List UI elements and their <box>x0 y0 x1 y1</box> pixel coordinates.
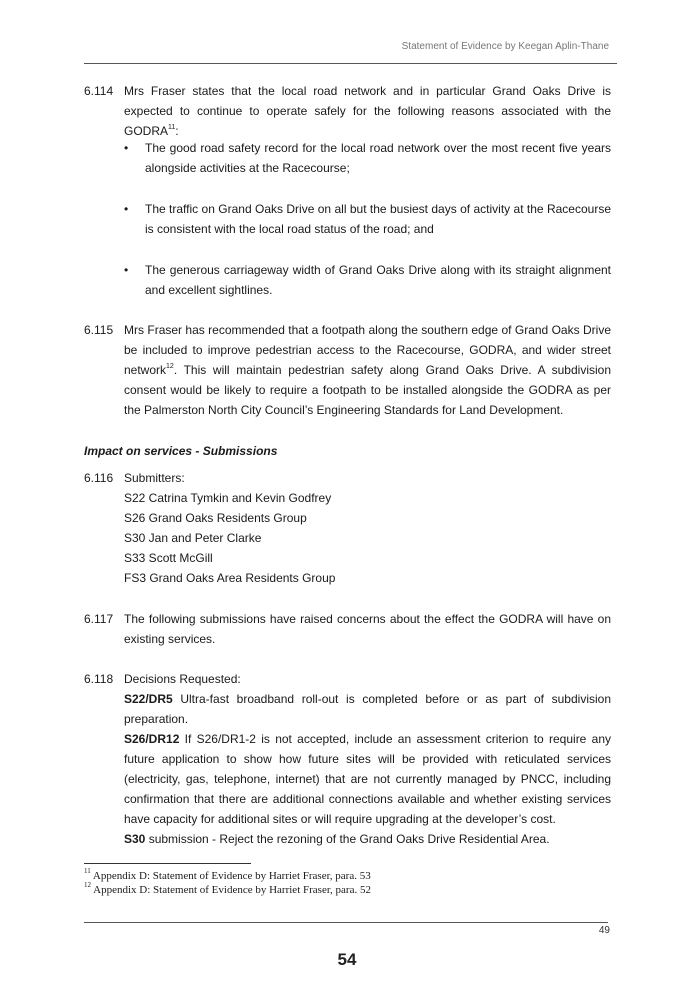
paragraph-6-117 <box>84 609 611 649</box>
paragraph-body: The following submissions have raised concerns about the effect the GODRA will have on existing services. <box>124 612 611 646</box>
submitter-item: S22 Catrina Tymkin and Kevin Godfrey <box>124 491 332 505</box>
paragraph-number: 6.116 <box>84 471 114 485</box>
footnote-11: $^{11}$ Appendix D: Statement of Evidence by Harriet Fraser, para. 53 <box>84 867 371 882</box>
paragraph-6-118 <box>84 669 611 849</box>
paragraph-body: Mrs Fraser states that the local road network and in particular Grand Oaks Drive is expected to continue to operate safely for the following reasons associated with the GODRA$^{11}$: <box>124 84 611 138</box>
paragraph-number: 6.115 <box>84 323 114 337</box>
bundle-page-stamp: 54 <box>337 950 357 969</box>
bullet-item: • The good road safety record for the local road network over the most recent five years alongside activities at the Racecourse; <box>124 138 611 178</box>
page-header <box>84 38 617 64</box>
decisions-label: Decisions Requested: <box>124 672 241 686</box>
paragraph-body <box>124 669 611 849</box>
submitter-item: S26 Grand Oaks Residents Group <box>124 511 307 525</box>
footnote-ref-11: 11 <box>168 124 176 131</box>
paragraph-number: 6.117 <box>84 612 114 626</box>
footnote-ref-12: 12 <box>166 363 174 370</box>
paragraph-number: 6.114 <box>84 84 114 98</box>
header-title: Statement of Evidence by Keegan Aplin-Thane <box>401 41 609 52</box>
decision-s22-dr5: S22/DR5 Ultra-fast broadband roll-out is completed before or as part of subdivision preparation. <box>124 692 611 726</box>
bullet-symbol: • <box>124 263 129 277</box>
page-number: 49 <box>598 925 610 936</box>
bullet-item: • The traffic on Grand Oaks Drive on all but the busiest days of activity at the Racecourse is consistent with the local road status of the road; and <box>124 199 611 239</box>
decision-s26-dr12: S26/DR12 If S26/DR1-2 is not accepted, include an assessment criterion to require any future application to show how future sites will be provided with reticulated services (electricity, gas, telephone, internet) that are not currently managed by PNCC, including confirmation that there are additional connections available and whether existing services have capacity for additional sites or will require upgrading at the developer’s cost. <box>124 732 611 826</box>
paragraph-6-114 <box>84 81 611 141</box>
paragraph-body <box>124 468 611 588</box>
submitter-item: S33 Scott McGill <box>124 551 213 565</box>
submitter-item: FS3 Grand Oaks Area Residents Group <box>124 571 336 585</box>
submitters-label: Submitters: <box>124 471 185 485</box>
paragraph-6-115 <box>84 320 611 420</box>
section-heading: Impact on services - Submissions <box>84 444 278 458</box>
footnote-12: $^{12}$ Appendix D: Statement of Evidence by Harriet Fraser, para. 52 <box>84 881 371 896</box>
bullet-symbol: • <box>124 141 129 155</box>
bullet-item: • The generous carriageway width of Grand Oaks Drive along with its straight alignment and excellent sightlines. <box>124 260 611 300</box>
footer-divider <box>84 922 608 923</box>
footnote-divider <box>84 863 251 864</box>
submitter-item: S30 Jan and Peter Clarke <box>124 531 262 545</box>
decision-s30: S30 submission - Reject the rezoning of the Grand Oaks Drive Residential Area. <box>124 832 550 846</box>
paragraph-6-116 <box>84 468 611 588</box>
bullet-symbol: • <box>124 202 129 216</box>
paragraph-body: Mrs Fraser has recommended that a footpath along the southern edge of Grand Oaks Drive be included to improve pedestrian access to the Racecourse, GODRA, and wider street network$^{12}$. This will maintain pedestrian safety along Grand Oaks Drive. A subdivision consent would be likely to require a footpath to be installed alongside the GODRA as per the Palmerston North City Council’s Engineering Standards for Land Development. <box>124 323 611 417</box>
paragraph-number: 6.118 <box>84 672 114 686</box>
